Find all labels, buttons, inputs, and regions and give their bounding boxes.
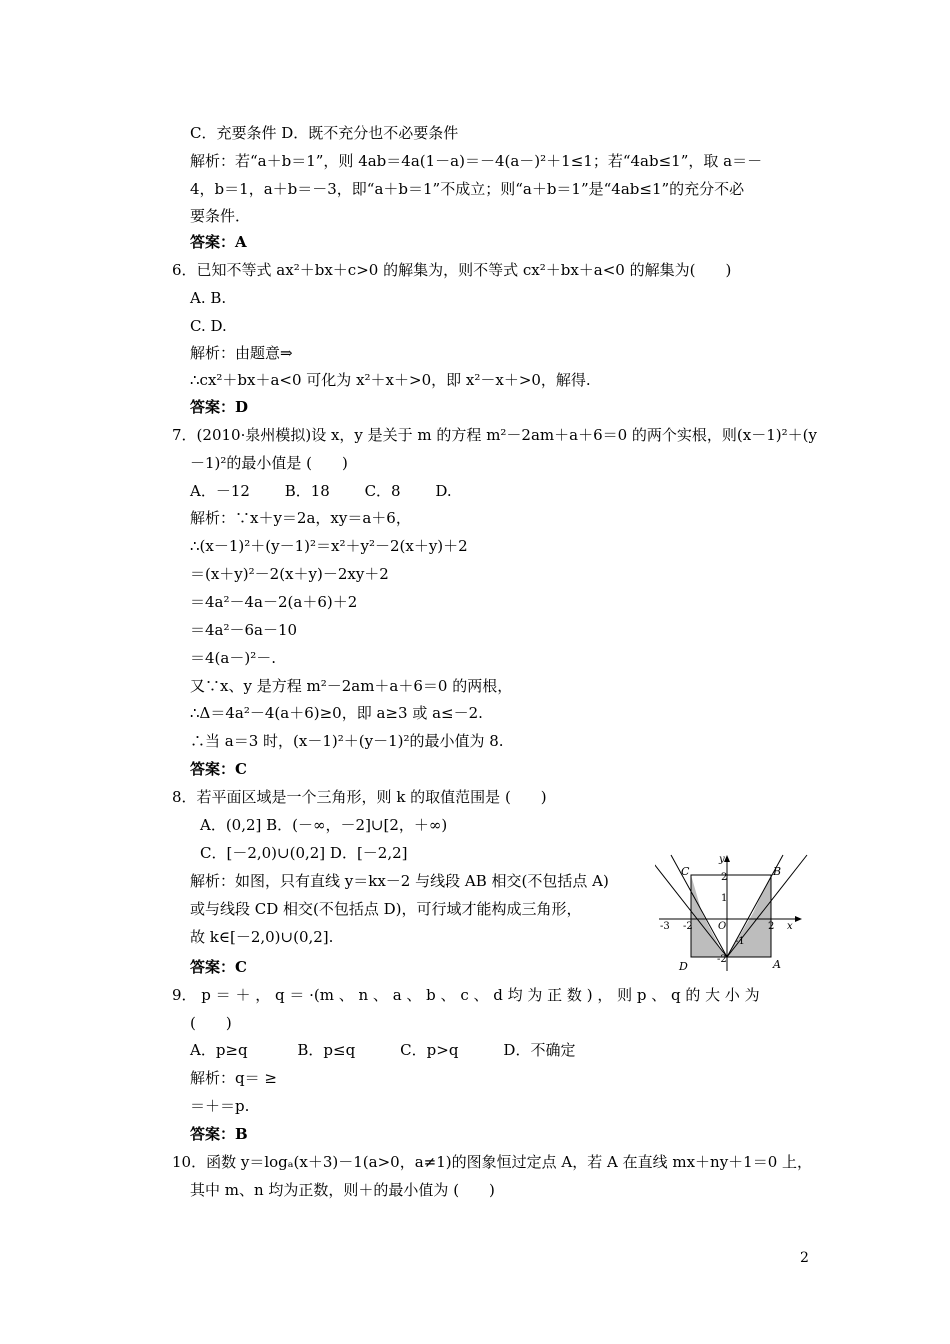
text-line: C. D.	[190, 317, 227, 335]
text-line: 解析：∵x＋y＝2a，xy＝a＋6，	[190, 509, 411, 527]
text-line: A. B.	[190, 289, 227, 307]
tick-y-minus2: -2	[717, 954, 727, 965]
text-line: 10．函数 y＝logₐ(x＋3)－1(a>0，a≠1)的图象恒过定点 A，若 A 在直线 mx＋ny＋1＝0 上，	[172, 1153, 813, 1171]
text-line: 其中 m、n 均为正数，则＋的最小值为 ( )	[190, 1181, 495, 1199]
text-line: 又∵x、y 是方程 m²－2am＋a＋6＝0 的两根，	[190, 677, 513, 695]
tick-x-minus3: -3	[660, 921, 670, 932]
label-c: C	[681, 865, 690, 878]
text-line: 8．若平面区域是一个三角形，则 k 的取值范围是 ( )	[172, 788, 547, 806]
tick-x-minus1: -1	[735, 936, 745, 947]
text-line: ＝4(a－)²－.	[190, 649, 276, 667]
text-line: 4，b＝1，a＋b＝－3，即“a＋b＝1”不成立；则“a＋b＝1”是“4ab≤1”的充分不必	[190, 180, 745, 198]
text-line: 故 k∈[－2,0)∪(0,2].	[190, 928, 334, 946]
text-line: 6．已知不等式 ax²＋bx＋c>0 的解集为，则不等式 cx²＋bx＋a<0 的解集为( )	[172, 261, 732, 279]
text-line: 解析：若“a＋b＝1”，则 4ab＝4a(1－a)＝－4(a－)²＋1≤1；若“4ab≤1”，取 a＝－	[190, 152, 763, 170]
text-line: －1)²的最小值是 ( )	[190, 454, 348, 472]
text-line: C．[－2,0)∪(0,2] D．[－2,2]	[200, 844, 408, 862]
text-line: 答案：A	[190, 233, 247, 251]
text-line: 9． p ＝ ＋ ， q ＝ ·(m 、 n 、 a 、 b 、 c 、 d 均 为 正 数 ) ， 则 p 、 q 的 大 小 为	[172, 986, 760, 1004]
text-line: ＝4a²－4a－2(a＋6)＋2	[190, 593, 358, 611]
text-line: ＝4a²－6a－10	[190, 621, 298, 639]
text-line: ∴Δ＝4a²－4(a＋6)≥0，即 a≥3 或 a≤－2.	[190, 704, 483, 722]
text-line: 7．(2010·泉州模拟)设 x，y 是关于 m 的方程 m²－2am＋a＋6＝0 的两个实根，则(x－1)²＋(y	[172, 426, 817, 444]
text-line: ( )	[190, 1014, 232, 1032]
label-d: D	[679, 960, 688, 973]
label-a: A	[773, 958, 781, 971]
tick-y-1: 1	[721, 893, 728, 904]
text-line: 解析：由题意⇒	[190, 344, 293, 362]
text-line: 答案：C	[190, 760, 247, 778]
tick-y-2: 2	[721, 872, 728, 883]
text-line: 解析：如图，只有直线 y＝kx－2 与线段 AB 相交(不包括点 A)	[190, 872, 609, 890]
text-line: 答案：B	[190, 1125, 248, 1143]
text-line: 答案：C	[190, 958, 247, 976]
text-line: 要条件．	[190, 207, 251, 225]
feasible-region-figure	[655, 853, 815, 975]
tick-x-2: 2	[768, 921, 775, 932]
x-axis-arrow	[795, 916, 802, 922]
y-axis-arrow	[724, 855, 730, 862]
label-b: B	[773, 865, 782, 878]
tick-x-minus2: -2	[683, 921, 693, 932]
text-line: A．p≥q B．p≤q C．p>q D．不确定	[190, 1041, 576, 1059]
label-y: y	[719, 854, 725, 865]
text-line: 或与线段 CD 相交(不包括点 D)，可行域才能构成三角形，	[190, 900, 582, 918]
page-number: 2	[800, 1250, 809, 1266]
text-line: 解析：q＝ ≥	[190, 1069, 277, 1087]
text-line: ＝(x＋y)²－2(x＋y)－2xy＋2	[190, 565, 389, 583]
text-line: 答案：D	[190, 398, 249, 416]
text-line: A．(0,2] B．(－∞，－2]∪[2，＋∞)	[200, 816, 448, 834]
text-line: ＝＋＝p.	[190, 1097, 250, 1115]
label-origin: O	[718, 921, 727, 932]
text-line: A．－12 B．18 C．8 D.	[190, 482, 452, 500]
text-line: ∴cx²＋bx＋a<0 可化为 x²＋x＋>0，即 x²－x＋>0，解得.	[190, 371, 591, 389]
label-x: x	[787, 921, 793, 932]
text-line: ∴(x－1)²＋(y－1)²＝x²＋y²－2(x＋y)＋2	[190, 537, 468, 555]
text-line: C．充要条件 D．既不充分也不必要条件	[190, 124, 459, 142]
text-line: ∴当 a＝3 时，(x－1)²＋(y－1)²的最小值为 8.	[190, 732, 504, 750]
